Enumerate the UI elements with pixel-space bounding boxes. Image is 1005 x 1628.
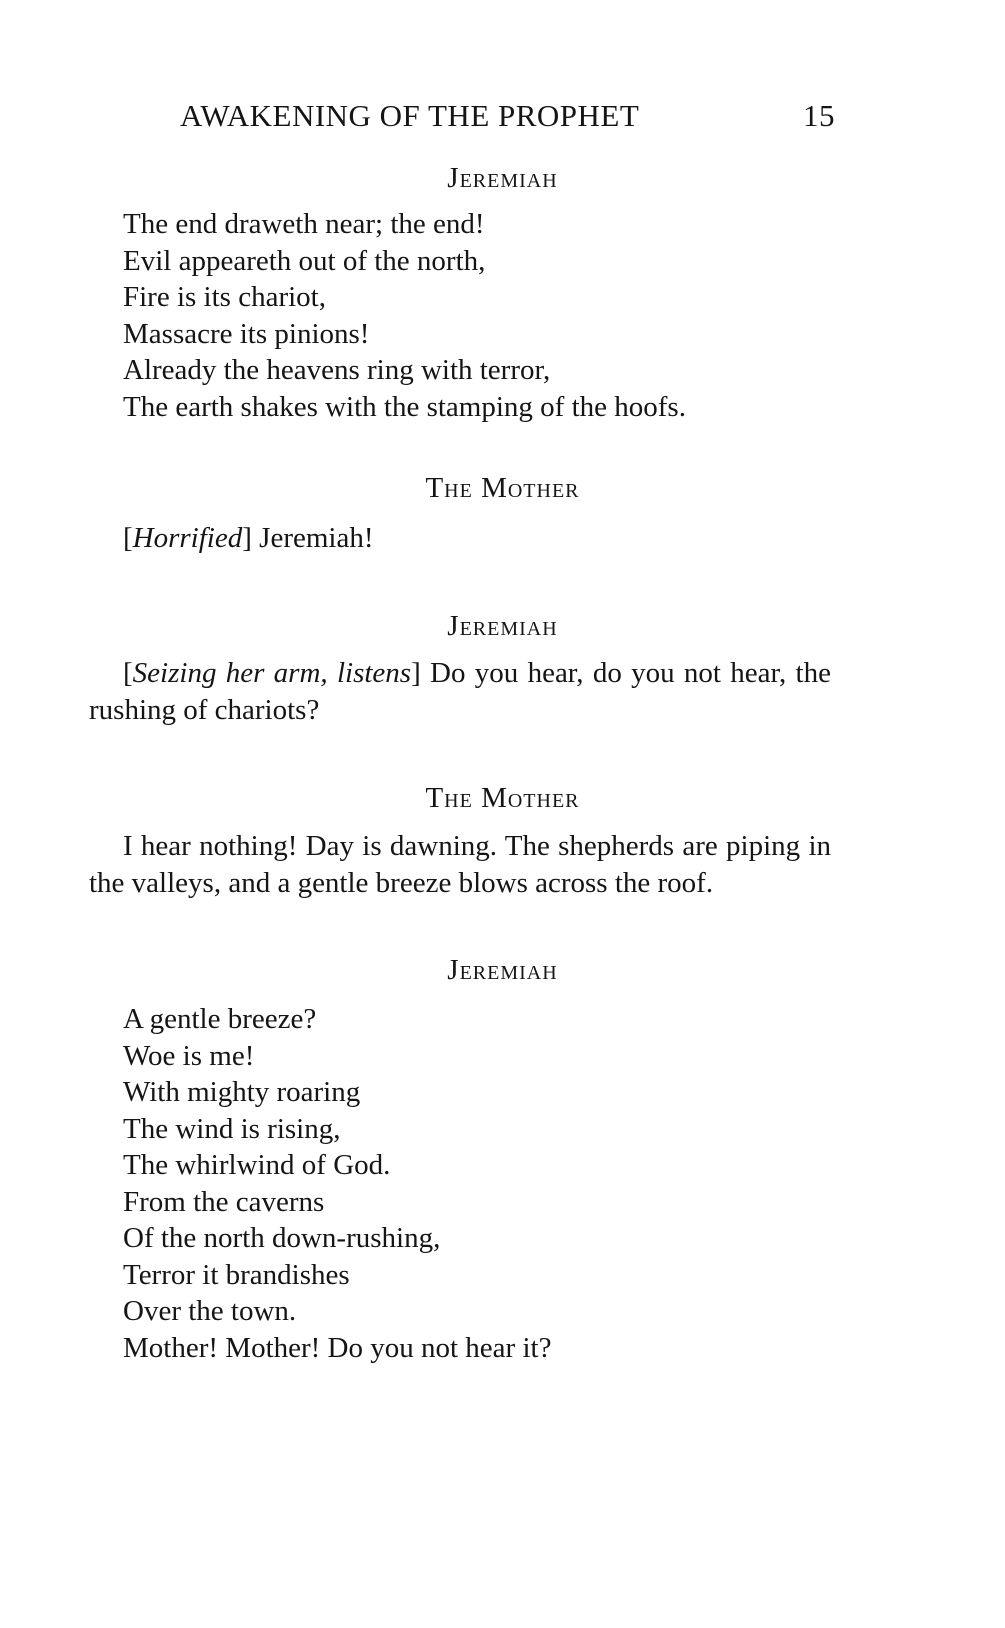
speech-text: Jeremiah! <box>251 522 374 554</box>
speaker-heading: The Mother <box>425 472 580 504</box>
verse-line: Fire is its chariot, <box>123 281 326 313</box>
verse-line: The end draweth near; the end! <box>123 208 485 240</box>
stage-direction: Horrified <box>132 522 243 554</box>
speech-paragraph <box>89 828 831 901</box>
speaker-heading: Jeremiah <box>447 162 558 194</box>
verse-line: The wind is rising, <box>123 1112 341 1145</box>
speech-paragraph <box>89 655 831 728</box>
stage-bracket: ] <box>242 522 252 554</box>
verse-passage <box>123 1001 551 1366</box>
verse-passage <box>123 206 686 425</box>
verse-line: The whirlwind of God. <box>123 1149 391 1181</box>
verse-line: Of the north down-rushing, <box>123 1222 441 1254</box>
verse-line: A gentle breeze? <box>123 1003 317 1035</box>
speech-paragraph <box>89 520 831 557</box>
running-title: AWAKENING OF THE PROPHET <box>180 98 640 133</box>
verse-line: Over the town. <box>123 1295 297 1327</box>
verse-line: Massacre its pinions! <box>123 317 370 350</box>
verse-line: The earth shakes with the stamping of the hoofs. <box>123 390 686 423</box>
stage-bracket: [ <box>123 522 133 554</box>
speaker-heading: Jeremiah <box>447 954 558 986</box>
verse-line: Woe is me! <box>123 1039 255 1072</box>
verse-line: Evil appeareth out of the north, <box>123 244 486 277</box>
stage-direction: Seizing her arm, listens <box>132 657 412 689</box>
page-number: 15 <box>803 98 835 133</box>
stage-bracket: [ <box>123 657 133 689</box>
verse-line: Mother! Mother! Do you not hear it? <box>123 1331 552 1364</box>
speech-text: Do you hear, do you not hear, the rushing of chariots? <box>89 657 831 726</box>
verse-line: With mighty roaring <box>123 1076 361 1108</box>
verse-line: Terror it brandishes <box>123 1258 350 1291</box>
verse-line: Already the heavens ring with terror, <box>123 354 551 386</box>
verse-line: From the caverns <box>123 1185 325 1218</box>
speaker-heading: Jeremiah <box>447 610 558 642</box>
stage-bracket: ] <box>411 657 421 689</box>
speaker-heading: The Mother <box>425 782 580 814</box>
speech-text: I hear nothing! Day is dawning. The shepherds are piping in the valleys, and a gentle breeze blows across the roof. <box>89 830 831 899</box>
